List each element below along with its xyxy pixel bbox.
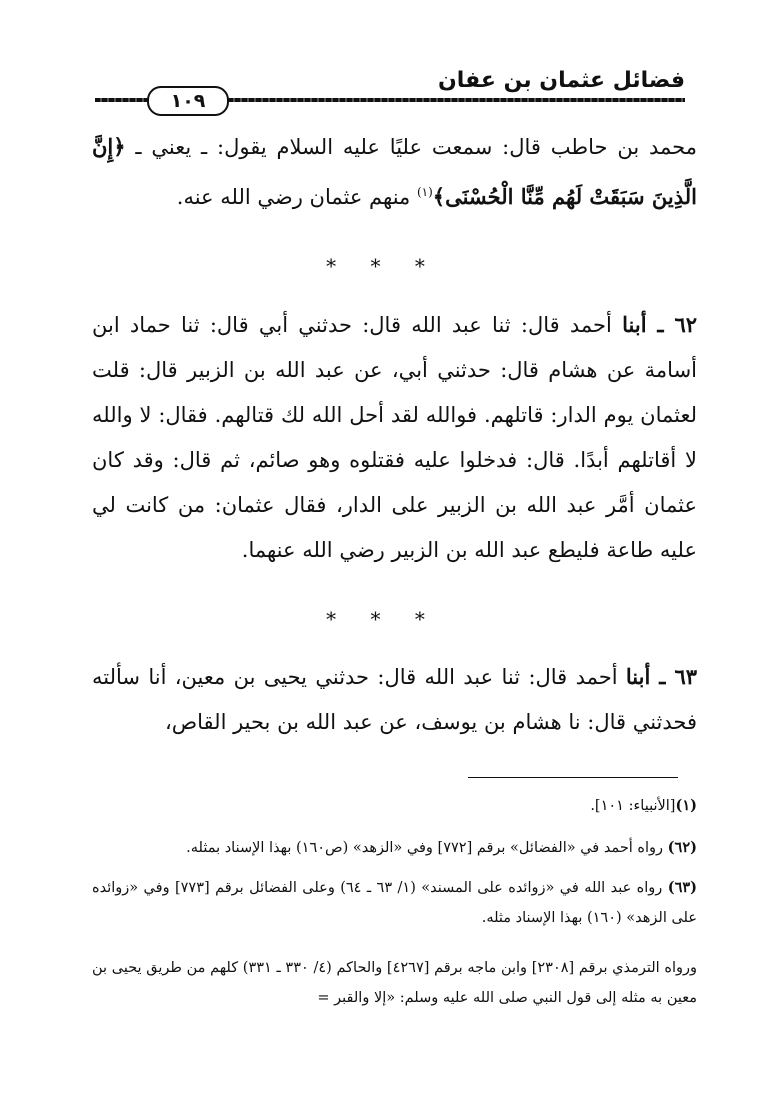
hadith-63 bbox=[92, 654, 697, 745]
hadith-63-number: ٦٣ ـ bbox=[650, 664, 698, 689]
running-header bbox=[95, 62, 685, 112]
hadith-62 bbox=[92, 302, 697, 573]
intro-text-2: منهم عثمان رضي الله عنه. bbox=[176, 185, 417, 209]
section-separator-2: * * * bbox=[326, 607, 439, 631]
intro-text-1: محمد بن حاطب قال: سمعت عليًا عليه السلام يقول: ـ يعني ـ bbox=[125, 135, 697, 159]
footnote-63 bbox=[92, 873, 697, 933]
footnote-rule bbox=[468, 777, 678, 778]
footnote-62-number: (٦٢) bbox=[667, 839, 697, 856]
footnote-62 bbox=[92, 833, 697, 863]
quran-verse: ﴿إِنَّ الَّذِينَ سَبَقَتْ لَهُم مِّنَّا الْحُسْنَى﴾ bbox=[92, 134, 697, 209]
hadith-63-text: أحمد قال: ثنا عبد الله قال: حدثني يحيى بن معين، أنا سألته فحدثني قال: نا هشام بن يوسف، عن عبد الله بن بحير القاص، bbox=[92, 665, 697, 734]
footnote-1-number: (١) bbox=[675, 797, 697, 814]
footnote-ref-1: (١) bbox=[416, 185, 433, 199]
running-title: فضائل عثمان بن عفان bbox=[438, 68, 685, 93]
footnote-63-continued: ورواه الترمذي برقم [٢٣٠٨] وابن ماجه برقم [٤٢٦٧] والحاكم (٤/ ٣٣٠ ـ ٣٣١) كلهم من طريق يحيى بن معين به مثله إلى قول النبي صلى الله عليه وسلم: «إلا والقبر = bbox=[92, 960, 698, 1006]
intro-paragraph bbox=[92, 124, 697, 220]
hadith-62-number: ٦٢ ـ bbox=[646, 312, 698, 337]
footnote-63-number: (٦٣) bbox=[667, 879, 698, 896]
page-number: ١٠٩ bbox=[147, 86, 229, 116]
section-separator-1: * * * bbox=[326, 254, 439, 278]
hadith-62-text: أحمد قال: ثنا عبد الله قال: حدثني أبي قال: ثنا حماد ابن أسامة عن هشام قال: حدثني أبي، عن عبد الله بن الزبير قال: قلت لعثمان يوم الدار: قاتلهم. فوالله لقد أحل الله لك قتالهم. فقال: لا والله لا أقاتلهم أبدًا. قال: فدخلوا عليه فقتلوه وهو صائم، ثم قال: وقد كان عثمان أمَّر عبد الله بن الزبير على الدار، فقال عثمان: من كانت لي عليه طاعة فليطع عبد الله بن الزبير رضي الله عنهما. bbox=[92, 313, 697, 562]
footnote-1-text: [الأنبياء: ١٠١]. bbox=[590, 798, 676, 814]
footnote-63-text: رواه عبد الله في «زوائده على المسند» (١/ ٦٣ ـ ٦٤) وعلى الفضائل برقم [٧٧٣] وفي «زوائده على الزهد» (١٦٠) بهذا الإسناد مثله. bbox=[92, 880, 697, 926]
footnote-62-text: رواه أحمد في «الفضائل» برقم [٧٧٢] وفي «الزهد» (ص١٦٠) بهذا الإسناد بمثله. bbox=[186, 840, 668, 856]
hadith-63-abna: أبنا bbox=[625, 664, 651, 689]
footnote-1 bbox=[92, 791, 697, 821]
hadith-62-abna: أبنا bbox=[622, 312, 647, 337]
